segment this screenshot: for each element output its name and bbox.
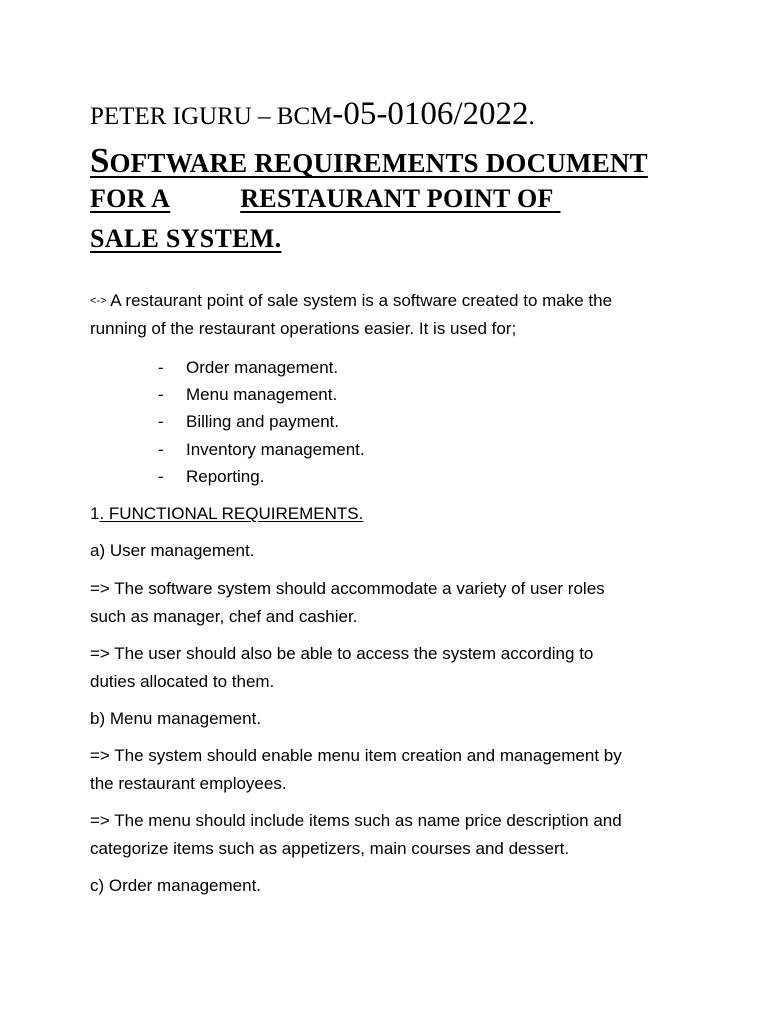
subsection-b-paragraph-1: => The system should enable menu item creation and management by the restaurant employees. bbox=[90, 746, 622, 793]
subsection-b-paragraph-2: => The menu should include items such as name price description and categorize items such as appetizers, main courses and dessert. bbox=[90, 811, 622, 858]
intro-paragraph bbox=[90, 287, 690, 343]
subsection-a-paragraph-1: => The software system should accommodate a variety of user roles such as manager, chef and cashier. bbox=[90, 579, 605, 626]
author-line bbox=[90, 98, 535, 131]
subsection-c-heading: c) Order management. bbox=[90, 876, 262, 895]
list-item: - Order management. bbox=[158, 358, 339, 377]
section-1-heading bbox=[90, 500, 690, 528]
subsection-b-heading: b) Menu management. bbox=[90, 709, 262, 728]
list-item: - Billing and payment. bbox=[158, 412, 340, 432]
intro-marker: <-> bbox=[90, 295, 107, 307]
document-title-line-3: SALE SYSTEM. bbox=[90, 224, 282, 253]
intro-line-2: running of the restaurant operations easier. It is used for; bbox=[90, 319, 517, 338]
title-initial-cap: S bbox=[90, 141, 110, 180]
list-item: - Menu management. bbox=[158, 385, 338, 405]
title-line-2-part-2: RESTAURANT POINT OF bbox=[240, 184, 554, 213]
list-item: - Reporting. bbox=[158, 466, 265, 486]
author-name: PETER IGURU – BCM bbox=[90, 103, 333, 130]
list-item: - Inventory management. bbox=[158, 439, 365, 459]
document-title-line-2 bbox=[90, 186, 560, 212]
subsection-a-paragraph-2: => The user should also be able to access the system according to duties allocated to them. bbox=[90, 644, 594, 691]
subsection-a-heading: a) User management. bbox=[90, 541, 255, 560]
registration-number: -05-0106/2022 bbox=[332, 96, 529, 132]
intro-line-1: <-> A restaurant point of sale system is a software created to make the bbox=[90, 291, 613, 310]
document-title-line-1 bbox=[90, 143, 648, 178]
author-line-period: . bbox=[528, 103, 535, 130]
title-line-2-part-1: FOR A bbox=[90, 184, 171, 213]
section-1-number: 1 bbox=[90, 504, 100, 523]
section-1-title: . FUNCTIONAL REQUIREMENTS. bbox=[99, 504, 364, 523]
uses-list bbox=[158, 354, 365, 490]
title-line-1-text: OFTWARE REQUIREMENTS DOCUMENT bbox=[109, 148, 648, 178]
